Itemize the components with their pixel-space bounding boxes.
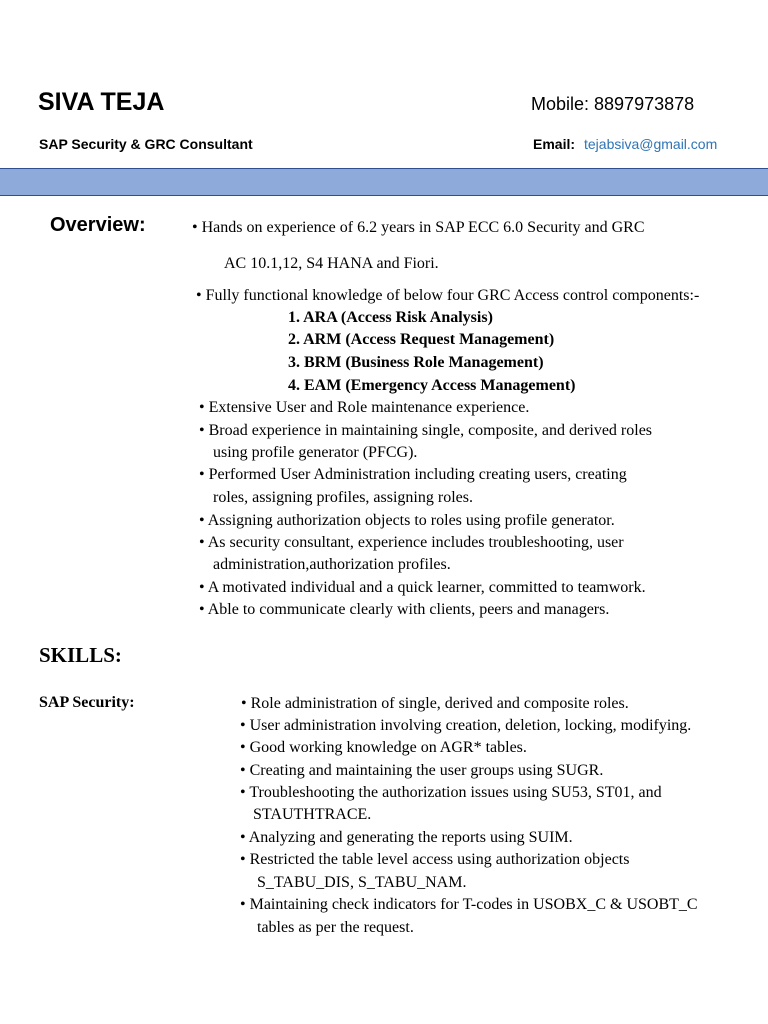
skill-line: STAUTHTRACE.	[253, 806, 372, 823]
overview-line: • Able to communicate clearly with clients, peers and managers.	[199, 601, 610, 618]
header-divider-bar	[0, 168, 768, 196]
mobile-number: Mobile: 8897973878	[531, 94, 695, 114]
skill-line: • Role administration of single, derived and composite roles.	[241, 695, 629, 712]
overview-line: administration,authorization profiles.	[213, 556, 451, 573]
overview-line: • As security consultant, experience includes troubleshooting, user	[199, 534, 624, 551]
email-link[interactable]: tejabsiva@gmail.com	[584, 136, 718, 152]
overview-line: • Hands on experience of 6.2 years in SAP ECC 6.0 Security and GRC	[192, 219, 645, 236]
skill-line: • Maintaining check indicators for T-codes in USOBX_C & USOBT_C	[240, 896, 698, 913]
email-label: Email:	[533, 136, 576, 152]
overview-line: • Assigning authorization objects to roles using profile generator.	[199, 512, 615, 529]
skill-line: • Creating and maintaining the user groups using SUGR.	[240, 762, 604, 779]
overview-line: AC 10.1,12, S4 HANA and Fiori.	[224, 255, 439, 272]
overview-line: • Fully functional knowledge of below four GRC Access control components:-	[196, 287, 700, 304]
overview-line: roles, assigning profiles, assigning roles.	[213, 489, 473, 506]
overview-line: • Broad experience in maintaining single, composite, and derived roles	[199, 422, 653, 439]
skill-line: • Restricted the table level access using authorization objects	[240, 851, 630, 868]
grc-component-item: 3. BRM (Business Role Management)	[288, 354, 544, 371]
grc-component-item: 4. EAM (Emergency Access Management)	[288, 377, 576, 394]
skill-line: • User administration involving creation, deletion, locking, modifying.	[240, 717, 692, 734]
skill-line: • Troubleshooting the authorization issues using SU53, ST01, and	[240, 784, 662, 801]
candidate-name: SIVA TEJA	[38, 88, 165, 116]
skill-line: • Good working knowledge on AGR* tables.	[240, 739, 527, 756]
overview-line: • Extensive User and Role maintenance experience.	[199, 399, 530, 416]
overview-line: using profile generator (PFCG).	[213, 444, 418, 461]
overview-heading: Overview:	[50, 214, 146, 236]
skills-heading: SKILLS:	[39, 643, 122, 667]
sap-security-label: SAP Security:	[39, 694, 135, 711]
skill-line: tables as per the request.	[257, 919, 414, 936]
grc-component-item: 1. ARA (Access Risk Analysis)	[288, 309, 493, 326]
skill-line: S_TABU_DIS, S_TABU_NAM.	[257, 874, 467, 891]
overview-line: • Performed User Administration including creating users, creating	[199, 466, 627, 483]
skill-line: • Analyzing and generating the reports using SUIM.	[240, 829, 573, 846]
overview-line: • A motivated individual and a quick learner, committed to teamwork.	[199, 579, 646, 596]
job-title: SAP Security & GRC Consultant	[39, 136, 253, 152]
grc-component-item: 2. ARM (Access Request Management)	[288, 331, 555, 348]
